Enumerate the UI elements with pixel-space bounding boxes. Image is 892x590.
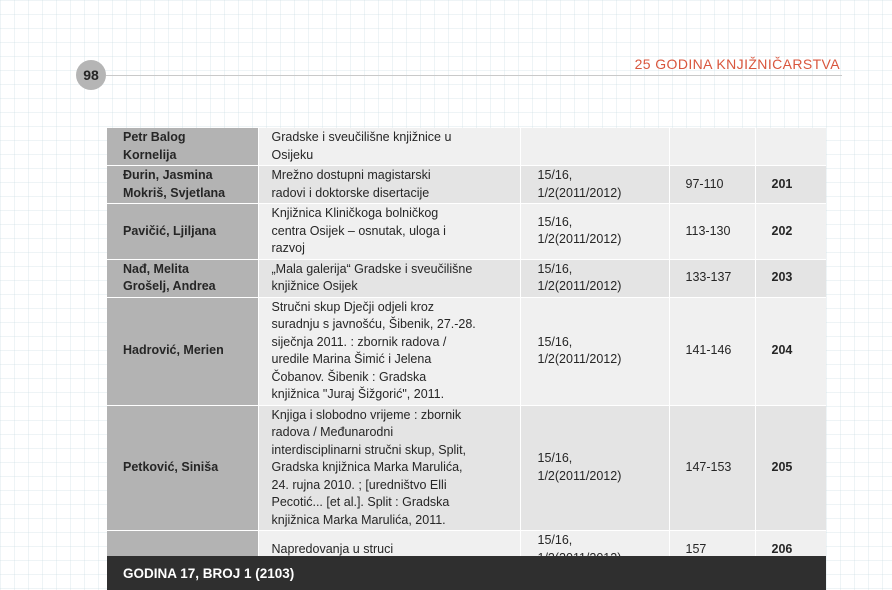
source-line: 15/16,	[537, 261, 573, 276]
title-cell	[258, 166, 520, 204]
section-heading: GODINA 17, BROJ 1 (2103)	[107, 556, 826, 590]
page-number: 98	[76, 60, 106, 90]
title-line: radova / Međunarodni	[271, 425, 394, 439]
source-cell	[520, 405, 669, 531]
title-line: Stručni skup Dječji odjeli kroz	[271, 299, 435, 314]
title-line: Mrežno dostupni magistarski	[271, 168, 431, 182]
author-line: Pavičić, Ljiljana	[123, 223, 217, 238]
title-cell	[258, 259, 520, 297]
source-cell	[520, 166, 669, 204]
author-line: Đurin, Jasmina	[123, 168, 213, 182]
source-line: 15/16,	[537, 533, 573, 547]
author-line: Hadrović, Merien	[123, 343, 224, 358]
running-title: 25 GODINA KNJIŽNIČARSTVA	[634, 56, 840, 72]
author-line: Grošelj, Andrea	[123, 279, 216, 293]
title-line: Knjižnica Kliničkoga bolničkog	[271, 206, 439, 220]
author-cell	[107, 128, 258, 166]
title-line: radovi i doktorske disertacije	[271, 185, 430, 200]
pages-cell: 157	[669, 531, 755, 569]
title-line: knjižnice Osijek	[271, 279, 358, 293]
source-cell	[520, 128, 669, 166]
pages-cell: 147-153	[669, 405, 755, 531]
source-cell	[520, 297, 669, 405]
title-line: knjižnica Marka Marulića, 2011.	[271, 512, 446, 527]
pages-cell: 113-130	[669, 204, 755, 260]
header-divider	[106, 75, 842, 76]
source-line: 1/2(2011/2012)	[537, 352, 622, 366]
title-cell	[258, 204, 520, 260]
author-cell	[107, 204, 258, 260]
entry-number-cell: 202	[755, 204, 826, 260]
pages-cell: 133-137	[669, 259, 755, 297]
author-line: Kornelija	[123, 147, 177, 162]
entry-number-cell	[755, 128, 826, 166]
table-row	[107, 128, 826, 166]
title-cell	[258, 405, 520, 531]
source-cell	[520, 204, 669, 260]
source-line: 1/2(2011/2012)	[537, 468, 622, 483]
source-line: 15/16,	[537, 334, 573, 349]
title-line: Gradska knjižnica Marka Marulića,	[271, 460, 463, 474]
title-line: Osijeku	[271, 147, 314, 162]
author-cell	[107, 297, 258, 405]
title-cell	[258, 297, 520, 405]
table-row	[107, 297, 826, 405]
entry-number-cell: 204	[755, 297, 826, 405]
author-line: Mokriš, Svjetlana	[123, 185, 226, 200]
source-line: 15/16,	[537, 451, 573, 466]
title-line: Knjiga i slobodno vrijeme : zbornik	[271, 407, 462, 422]
author-cell	[107, 166, 258, 204]
pages-cell	[669, 128, 755, 166]
title-line: Napredovanja u struci	[271, 541, 394, 556]
title-line: razvoj	[271, 241, 305, 255]
source-line: 1/2(2011/2012)	[537, 232, 622, 247]
author-cell	[107, 405, 258, 531]
author-line: Nađ, Melita	[123, 261, 189, 276]
title-line: Čobanov. Šibenik : Gradska	[271, 369, 427, 384]
title-line: Gradske i sveučilišne knjižnice u	[271, 130, 452, 144]
title-cell	[258, 128, 520, 166]
source-cell	[520, 259, 669, 297]
entry-number-cell: 201	[755, 166, 826, 204]
entry-number-cell: 206	[755, 531, 826, 569]
title-line: knjižnica "Juraj Šižgorić", 2011.	[271, 387, 445, 401]
source-line: 1/2(2011/2012)	[537, 185, 622, 200]
title-line: siječnja 2011. : zbornik radova /	[271, 334, 447, 349]
table-row	[107, 259, 826, 297]
entry-number-cell: 203	[755, 259, 826, 297]
author-line: Petr Balog	[123, 130, 186, 144]
title-line: centra Osijek – osnutak, uloga i	[271, 223, 446, 238]
title-line: 24. rujna 2010. ; [uredništvo Elli	[271, 477, 447, 492]
source-line: 15/16,	[537, 214, 573, 229]
pages-cell: 97-110	[669, 166, 755, 204]
title-line: suradnju s javnošću, Šibenik, 27.-28.	[271, 317, 476, 331]
title-line: uredile Marina Šimić i Jelena	[271, 352, 432, 366]
entry-number-cell: 205	[755, 405, 826, 531]
table-row	[107, 166, 826, 204]
title-line: Pecotić... [et al.]. Split : Gradska	[271, 495, 450, 509]
source-line: 1/2(2011/2012)	[537, 279, 622, 293]
source-line: 15/16,	[537, 168, 573, 182]
author-line: Petković, Siniša	[123, 460, 219, 474]
title-line: „Mala galerija“ Gradske i sveučilišne	[271, 261, 473, 276]
title-line: interdisciplinarni stručni skup, Split,	[271, 442, 467, 457]
bibliography-table	[107, 128, 826, 569]
author-cell	[107, 259, 258, 297]
table-row	[107, 405, 826, 531]
pages-cell: 141-146	[669, 297, 755, 405]
table-row	[107, 204, 826, 260]
